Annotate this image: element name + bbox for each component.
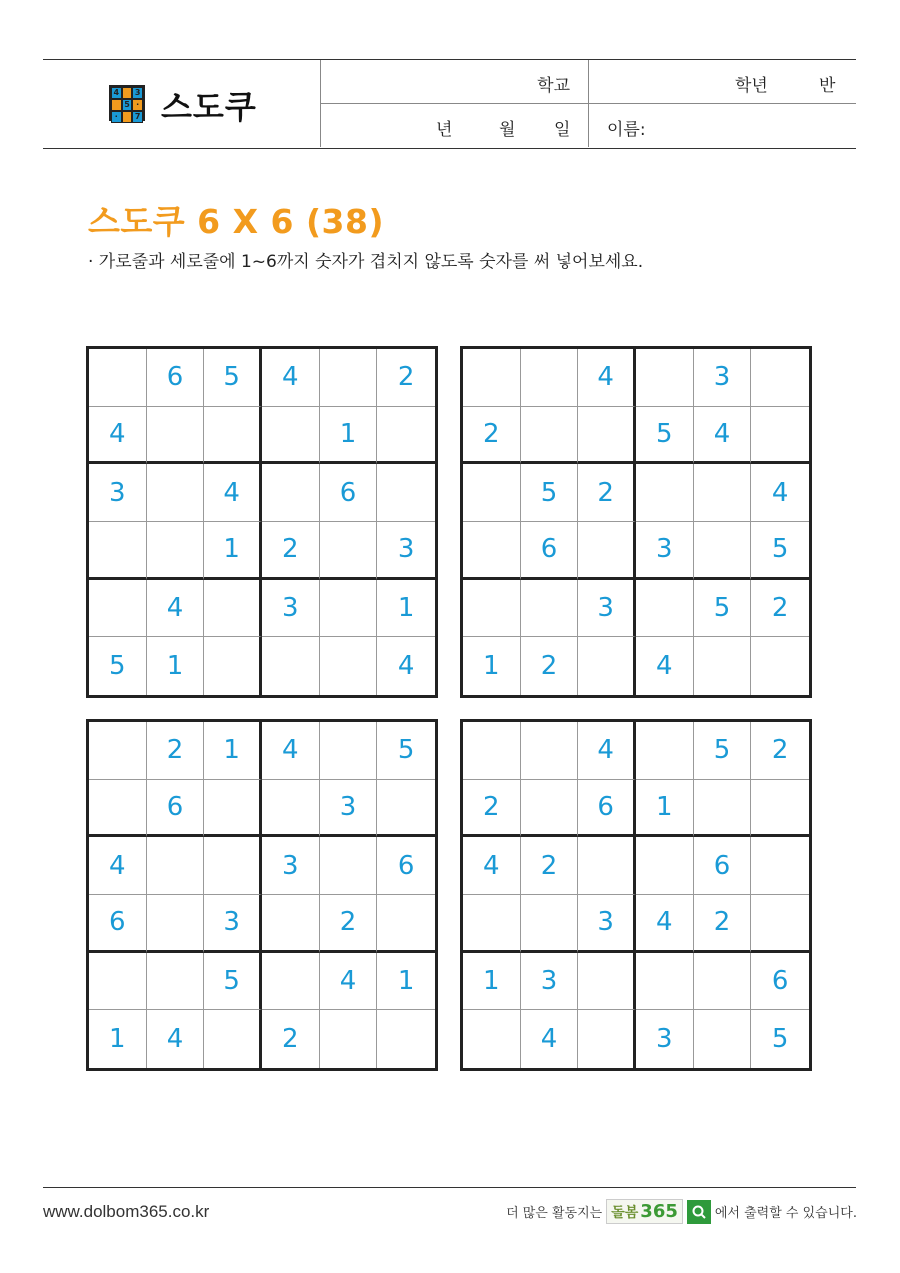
date-cell[interactable] (321, 104, 589, 147)
sudoku-cell[interactable]: 4 (204, 464, 262, 522)
sudoku-logo-icon (109, 85, 145, 121)
class-label: 반 (819, 76, 836, 96)
footer-url[interactable]: www.dolbom365.co.kr (43, 1202, 210, 1221)
sudoku-cell[interactable] (521, 349, 579, 407)
header-row-date (321, 104, 856, 147)
logo-digit: · (132, 99, 143, 111)
sudoku-cell[interactable] (320, 637, 378, 695)
sudoku-cell[interactable]: 4 (578, 722, 636, 780)
sudoku-grid-4 (460, 719, 812, 1071)
sudoku-cell[interactable]: 1 (377, 953, 435, 1011)
sudoku-cell[interactable] (320, 837, 378, 895)
sudoku-cell[interactable]: 4 (89, 837, 147, 895)
sudoku-cell[interactable]: 2 (147, 722, 205, 780)
sudoku-cell[interactable] (578, 637, 636, 695)
sudoku-cell[interactable]: 2 (463, 407, 521, 465)
sudoku-cell[interactable]: 4 (262, 722, 320, 780)
sudoku-grid-2 (460, 346, 812, 698)
sudoku-cell[interactable]: 3 (262, 837, 320, 895)
sudoku-cell[interactable] (89, 953, 147, 1011)
sudoku-cell[interactable]: 2 (262, 1010, 320, 1068)
sudoku-cell[interactable] (694, 522, 752, 580)
logo-digit: · (111, 111, 122, 123)
sudoku-cell[interactable] (147, 895, 205, 953)
day-label: 일 (554, 120, 571, 140)
logo-digit: 7 (132, 111, 143, 123)
logo-digit: 3 (132, 87, 143, 99)
sudoku-cell[interactable]: 2 (521, 637, 579, 695)
sudoku-cell[interactable]: 1 (463, 953, 521, 1011)
sudoku-cell[interactable]: 5 (694, 722, 752, 780)
sudoku-cell[interactable]: 3 (636, 1010, 694, 1068)
sudoku-cell[interactable]: 2 (463, 780, 521, 838)
sudoku-cell[interactable] (636, 349, 694, 407)
sudoku-cell[interactable] (320, 722, 378, 780)
sudoku-cell[interactable]: 3 (262, 580, 320, 638)
sudoku-cell[interactable] (204, 580, 262, 638)
sudoku-cell[interactable] (751, 407, 809, 465)
sudoku-cell[interactable]: 6 (751, 953, 809, 1011)
sudoku-cell[interactable] (89, 522, 147, 580)
sudoku-cell[interactable]: 5 (377, 722, 435, 780)
sudoku-cell[interactable]: 3 (521, 953, 579, 1011)
school-cell[interactable] (321, 60, 589, 103)
sudoku-cell[interactable] (463, 349, 521, 407)
sudoku-cell[interactable] (89, 780, 147, 838)
sudoku-cell[interactable]: 6 (578, 780, 636, 838)
logo-digit (122, 111, 133, 123)
sudoku-cell[interactable]: 2 (521, 837, 579, 895)
sudoku-cell[interactable]: 4 (147, 580, 205, 638)
sudoku-cell[interactable]: 4 (147, 1010, 205, 1068)
sudoku-cell[interactable] (578, 837, 636, 895)
sudoku-cell[interactable]: 1 (636, 780, 694, 838)
sudoku-cell[interactable]: 6 (147, 780, 205, 838)
sudoku-cell[interactable]: 5 (89, 637, 147, 695)
sudoku-cell[interactable]: 3 (377, 522, 435, 580)
sudoku-cell[interactable]: 3 (320, 780, 378, 838)
sudoku-cell[interactable]: 3 (204, 895, 262, 953)
sudoku-cell[interactable]: 3 (636, 522, 694, 580)
sudoku-cell[interactable] (521, 580, 579, 638)
sudoku-cell[interactable] (694, 780, 752, 838)
sudoku-cell[interactable] (751, 349, 809, 407)
sudoku-cell[interactable]: 4 (636, 895, 694, 953)
footer-divider (43, 1187, 856, 1188)
search-icon[interactable] (687, 1200, 711, 1224)
sudoku-cell[interactable] (204, 837, 262, 895)
school-label: 학교 (537, 76, 570, 96)
sudoku-cell[interactable] (377, 464, 435, 522)
sudoku-cell[interactable]: 2 (262, 522, 320, 580)
sudoku-cell[interactable] (204, 780, 262, 838)
sudoku-cell[interactable] (636, 464, 694, 522)
sudoku-cell[interactable] (377, 780, 435, 838)
sudoku-cell[interactable]: 1 (204, 522, 262, 580)
sudoku-cell[interactable]: 1 (89, 1010, 147, 1068)
sudoku-cell[interactable]: 5 (636, 407, 694, 465)
sudoku-cell[interactable] (578, 522, 636, 580)
logo-digit: 4 (111, 87, 122, 99)
sudoku-cell[interactable]: 2 (694, 895, 752, 953)
sudoku-cell[interactable] (204, 637, 262, 695)
sudoku-cell[interactable]: 4 (397, 651, 415, 682)
sudoku-cell[interactable]: 5 (521, 464, 579, 522)
sudoku-cell[interactable] (463, 1010, 521, 1068)
sudoku-cell[interactable] (262, 895, 320, 953)
logo-digit (122, 87, 133, 99)
year-label: 년 (436, 120, 453, 140)
sudoku-cell[interactable]: 1 (463, 637, 521, 695)
sudoku-cell[interactable] (377, 895, 435, 953)
footer-text-after: 에서 출력할 수 있습니다. (714, 1206, 857, 1221)
worksheet-header (43, 59, 856, 149)
sudoku-cell[interactable] (377, 407, 435, 465)
sudoku-cell[interactable] (204, 407, 262, 465)
sudoku-cell[interactable]: 3 (578, 895, 636, 953)
sudoku-cell[interactable]: 4 (89, 407, 147, 465)
sudoku-cell[interactable] (751, 637, 809, 695)
month-label: 월 (499, 120, 516, 140)
sudoku-cell[interactable] (463, 580, 521, 638)
sudoku-cell[interactable]: 5 (204, 349, 262, 407)
sudoku-cell[interactable] (463, 722, 521, 780)
sudoku-cell[interactable] (262, 464, 320, 522)
brand-logo[interactable] (606, 1199, 683, 1224)
sudoku-cell[interactable] (377, 1010, 435, 1068)
sudoku-cell[interactable] (320, 349, 378, 407)
grade-label: 학년 (735, 76, 768, 96)
sudoku-cell[interactable]: 6 (694, 837, 752, 895)
sudoku-cell[interactable] (521, 407, 579, 465)
sudoku-cell[interactable] (262, 953, 320, 1011)
sudoku-cell[interactable] (320, 580, 378, 638)
sudoku-cell[interactable]: 5 (751, 522, 809, 580)
sudoku-cell[interactable]: 6 (521, 522, 579, 580)
footer-text-before: 더 많은 활동지는 (506, 1206, 603, 1221)
sudoku-cell[interactable] (694, 637, 752, 695)
sudoku-cell[interactable] (463, 522, 521, 580)
sudoku-cell[interactable] (262, 407, 320, 465)
logo-area (43, 60, 321, 147)
sudoku-cell[interactable] (578, 953, 636, 1011)
sudoku-cell[interactable]: 6 (89, 895, 147, 953)
sudoku-cell[interactable] (694, 953, 752, 1011)
sudoku-cell[interactable] (147, 407, 205, 465)
name-label[interactable]: 이름: (607, 120, 646, 140)
sudoku-cell[interactable] (636, 722, 694, 780)
sudoku-cell[interactable] (694, 464, 752, 522)
logo-digit (111, 99, 122, 111)
sudoku-cell[interactable]: 6 (147, 349, 205, 407)
sudoku-cell[interactable]: 4 (262, 349, 320, 407)
logo-digit: 5 (122, 99, 133, 111)
sudoku-cell[interactable] (636, 837, 694, 895)
sudoku-cell[interactable]: 1 (147, 637, 205, 695)
sudoku-cell[interactable]: 2 (377, 349, 435, 407)
instruction-text: · 가로줄과 세로줄에 1~6까지 숫자가 겹치지 않도록 숫자를 써 넣어보세요. (88, 252, 644, 272)
sudoku-cell[interactable]: 2 (320, 895, 378, 953)
footer-promo (506, 1199, 857, 1224)
sudoku-cell[interactable] (89, 580, 147, 638)
sudoku-cell[interactable] (320, 1010, 378, 1068)
sudoku-cell[interactable] (262, 780, 320, 838)
sudoku-cell[interactable] (751, 895, 809, 953)
sudoku-cell[interactable] (262, 637, 320, 695)
sudoku-cell[interactable] (751, 837, 809, 895)
page-title: 스도쿠 6 X 6 (38) (88, 202, 385, 241)
sudoku-cell[interactable] (89, 349, 147, 407)
sudoku-cell[interactable] (147, 522, 205, 580)
sudoku-cell[interactable] (636, 580, 694, 638)
sudoku-cell[interactable]: 4 (636, 637, 694, 695)
sudoku-cell[interactable]: 2 (751, 722, 809, 780)
sudoku-cell[interactable] (463, 464, 521, 522)
sudoku-cell[interactable]: 5 (771, 1024, 789, 1055)
sudoku-cell[interactable]: 1 (204, 722, 262, 780)
brand-name: 돌봄 (611, 1204, 639, 1221)
sudoku-cell[interactable] (320, 522, 378, 580)
sudoku-cell[interactable] (147, 953, 205, 1011)
sudoku-cell[interactable] (463, 895, 521, 953)
sudoku-cell[interactable] (147, 837, 205, 895)
logo-text: 스도쿠 (161, 88, 257, 126)
sudoku-cell[interactable] (147, 464, 205, 522)
sudoku-cell[interactable]: 2 (751, 580, 809, 638)
sudoku-cell[interactable]: 4 (320, 953, 378, 1011)
sudoku-cell[interactable]: 2 (578, 464, 636, 522)
sudoku-cell[interactable]: 4 (463, 837, 521, 895)
sudoku-cell[interactable] (89, 722, 147, 780)
sudoku-cell[interactable] (521, 780, 579, 838)
sudoku-cell[interactable] (751, 780, 809, 838)
sudoku-cell[interactable]: 4 (521, 1010, 579, 1068)
sudoku-cell[interactable] (636, 953, 694, 1011)
sudoku-cell[interactable]: 6 (377, 837, 435, 895)
sudoku-grid-1 (86, 346, 438, 698)
sudoku-cell[interactable] (578, 407, 636, 465)
sudoku-cell[interactable]: 5 (204, 953, 262, 1011)
sudoku-cell[interactable]: 3 (578, 580, 636, 638)
sudoku-cell[interactable] (521, 895, 579, 953)
sudoku-cell[interactable]: 3 (89, 464, 147, 522)
sudoku-cell[interactable]: 1 (320, 407, 378, 465)
sudoku-cell[interactable]: 3 (694, 349, 752, 407)
brand-number: 365 (640, 1201, 678, 1222)
sudoku-grid-3 (86, 719, 438, 1071)
sudoku-cell[interactable]: 5 (694, 580, 752, 638)
sudoku-cell[interactable]: 4 (578, 349, 636, 407)
sudoku-cell[interactable]: 1 (377, 580, 435, 638)
sudoku-cell[interactable]: 4 (694, 407, 752, 465)
sudoku-cell[interactable] (694, 1010, 752, 1068)
sudoku-cell[interactable]: 4 (751, 464, 809, 522)
sudoku-cell[interactable] (578, 1010, 636, 1068)
header-row-school (321, 60, 856, 104)
sudoku-cell[interactable]: 6 (320, 464, 378, 522)
sudoku-cell[interactable] (521, 722, 579, 780)
sudoku-cell[interactable] (204, 1010, 262, 1068)
